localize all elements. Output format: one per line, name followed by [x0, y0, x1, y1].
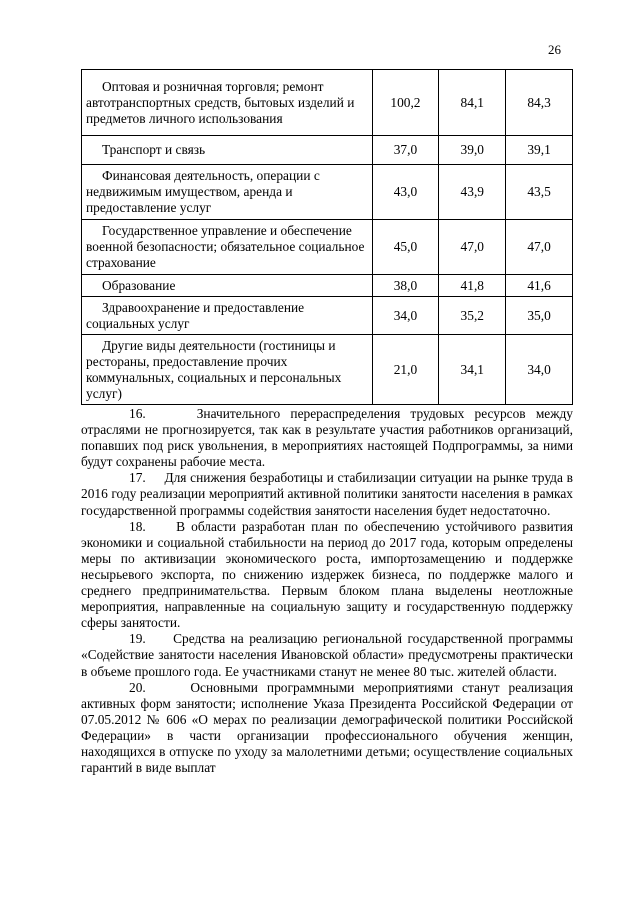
table-cell-value: 37,0 — [372, 136, 439, 165]
table-cell-label: Образование — [82, 275, 373, 297]
table-cell-value: 34,1 — [439, 335, 506, 405]
table-cell-label: Транспорт и связь — [82, 136, 373, 165]
table-cell-label: Здравоохранение и предоставление социальных услуг — [82, 297, 373, 335]
table-cell-value: 43,9 — [439, 165, 506, 220]
table-cell-label: Другие виды деятельности (гостиницы и рестораны, предоставление прочих коммунальных, социальных и персональных услуг) — [82, 335, 373, 405]
paragraph-17: 17. Для снижения безработицы и стабилизации ситуации на рынке труда в 2016 году реализации мероприятий активной политики занятости населения в рамках государственной программы содействия занятости населения будет недостаточно. — [81, 470, 573, 518]
table-cell-label: Оптовая и розничная торговля; ремонт автотранспортных средств, бытовых изделий и предметов личного использования — [82, 70, 373, 136]
table-row — [82, 220, 573, 275]
paragraph-18: 18. В области разработан план по обеспечению устойчивого развития экономики и социальной стабильности на период до 2017 года, которым определены меры по активизации экономического роста, импортозамещению и поддержке несырьевого экспорта, по снижению издержек бизнеса, по поддержке малого и среднего предпринимательства. Первым блоком плана выделены неотложные мероприятия, направленные на социальную защиту и государственную поддержку сферы занятости. — [81, 518, 573, 631]
page-number: 26 — [548, 42, 561, 57]
table-cell-value: 84,1 — [439, 70, 506, 136]
table-row — [82, 136, 573, 165]
table-cell-label: Финансовая деятельность, операции с недвижимым имуществом, аренда и предоставление услуг — [82, 165, 373, 220]
table-cell-value: 41,8 — [439, 275, 506, 297]
employment-table — [81, 69, 573, 405]
table-cell-value: 45,0 — [372, 220, 439, 275]
table-cell-value: 38,0 — [372, 275, 439, 297]
table-row — [82, 335, 573, 405]
table-cell-value: 43,0 — [372, 165, 439, 220]
table-cell-value: 35,0 — [506, 297, 573, 335]
table-cell-value: 34,0 — [372, 297, 439, 335]
body-text — [81, 406, 573, 776]
paragraph-20: 20. Основными программными мероприятиями станут реализация активных форм занятости; исполнение Указа Президента Российской Федерации от 07.05.2012 № 606 «О мерах по реализации демографической политики Российской Федерации» в части организации профессионального обучения женщин, находящихся в отпуске по уходу за малолетними детьми; осуществление социальных гарантий в виде выплат — [81, 679, 573, 776]
table-cell-value: 39,0 — [439, 136, 506, 165]
table-cell-value: 47,0 — [439, 220, 506, 275]
table-cell-value: 34,0 — [506, 335, 573, 405]
table-cell-value: 21,0 — [372, 335, 439, 405]
table-row — [82, 297, 573, 335]
table-row — [82, 275, 573, 297]
table-cell-value: 41,6 — [506, 275, 573, 297]
paragraph-19: 19. Средства на реализацию региональной государственной программы «Содействие занятости населения Ивановской области» предусмотрены практически в объеме прошлого года. Ее участниками станут не менее 80 тыс. жителей области. — [81, 631, 573, 679]
paragraph-16: 16. Значительного перераспределения трудовых ресурсов между отраслями не прогнозируется, так как в результате участия работников организаций, попавших под риск увольнения, в мероприятиях настоящей Подпрограммы, за ними будут сохранены рабочие места. — [81, 406, 573, 470]
table-cell-label: Государственное управление и обеспечение военной безопасности; обязательное социальное страхование — [82, 220, 373, 275]
table-cell-value: 35,2 — [439, 297, 506, 335]
table-cell-value: 47,0 — [506, 220, 573, 275]
table-cell-value: 100,2 — [372, 70, 439, 136]
table-cell-value: 84,3 — [506, 70, 573, 136]
table-row — [82, 165, 573, 220]
table-row — [82, 70, 573, 136]
table-cell-value: 43,5 — [506, 165, 573, 220]
table-cell-value: 39,1 — [506, 136, 573, 165]
